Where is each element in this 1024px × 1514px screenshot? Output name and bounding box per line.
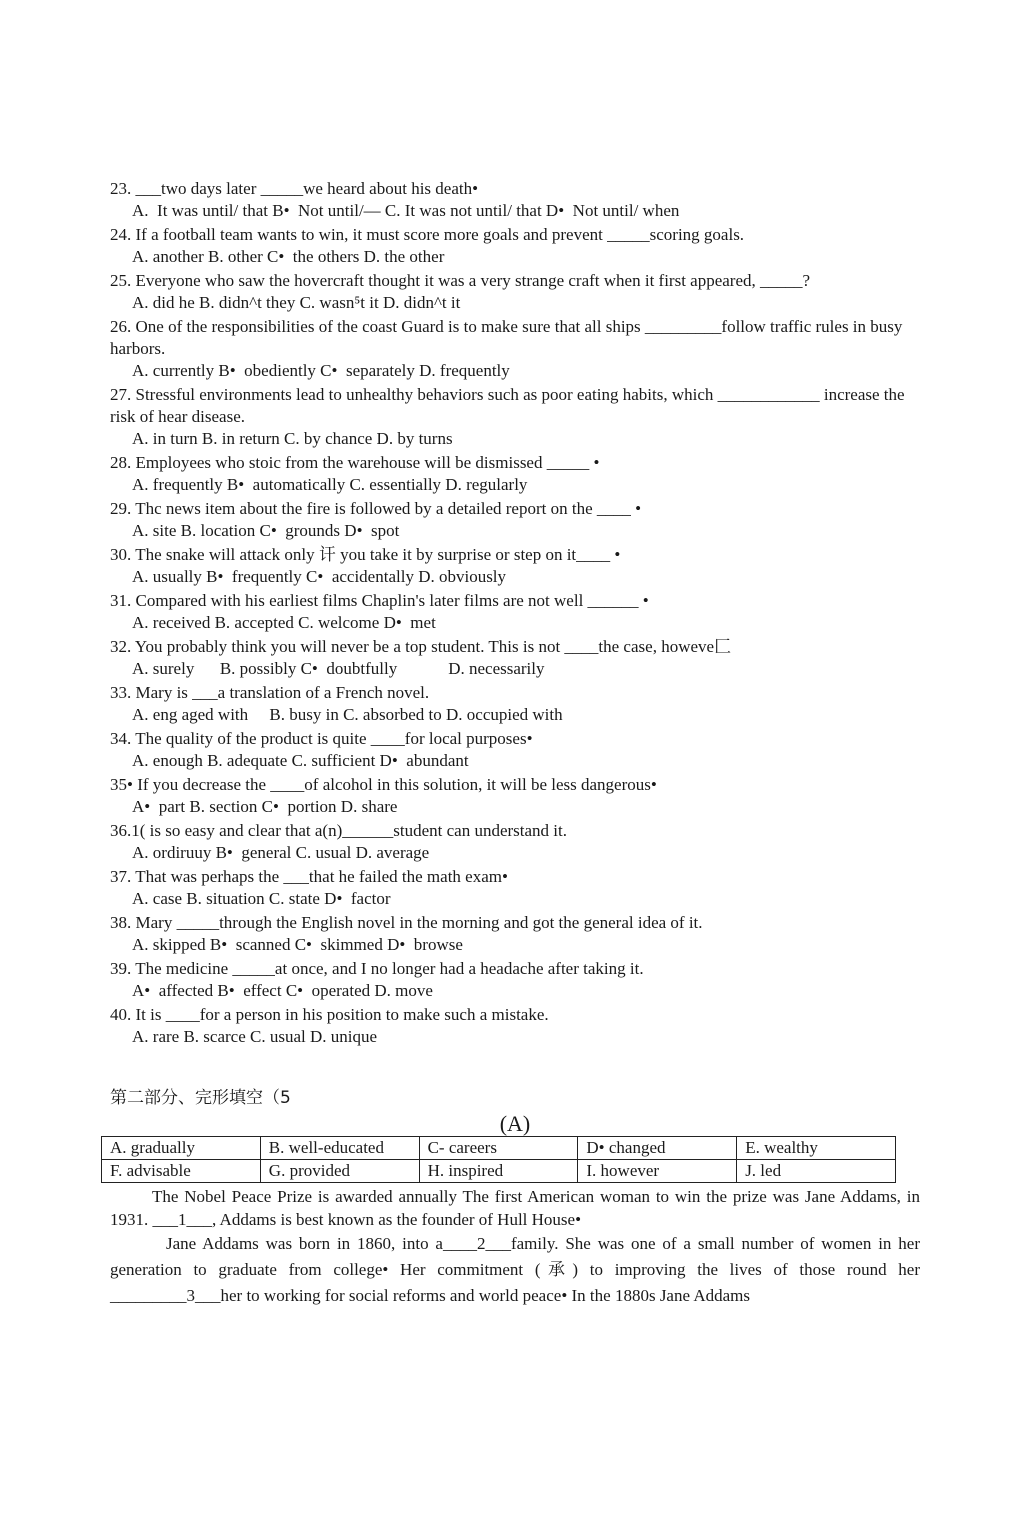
- question-options: A• affected B• effect C• operated D. move: [132, 981, 433, 1000]
- word-bank-cell: B. well-educated: [260, 1137, 419, 1160]
- word-bank-cell: A. gradually: [102, 1137, 261, 1160]
- question-options: A. ordiruuy B• general C. usual D. average: [132, 843, 430, 862]
- question-options: A• part B. section C• portion D. share: [132, 797, 398, 816]
- section-heading: 第二部分、完形填空（5: [110, 1088, 291, 1108]
- question-options: A. case B. situation C. state D• factor: [132, 889, 391, 908]
- question-item: [110, 636, 920, 680]
- question-stem: 39. The medicine _____at once, and I no longer had a headache after taking it.: [110, 959, 644, 978]
- question-item: [110, 1004, 920, 1048]
- question-item: [110, 178, 920, 222]
- question-item: [110, 498, 920, 542]
- question-stem: 26. One of the responsibilities of the coast Guard is to make sure that all ships _________follow traffic rules in busy harbors.: [110, 317, 903, 358]
- question-stem: 27. Stressful environments lead to unhealthy behaviors such as poor eating habits, which ____________ increase the risk of hear disease.: [110, 385, 905, 426]
- question-options: A. site B. location C• grounds D• spot: [132, 521, 400, 540]
- question-options: A. usually B• frequently C• accidentally D. obviously: [132, 567, 507, 586]
- word-bank-table: [101, 1136, 896, 1183]
- question-options: A. skipped B• scanned C• skimmed D• browse: [132, 935, 463, 954]
- question-options: A. frequently B• automatically C. essentially D. regularly: [132, 475, 528, 494]
- word-bank-row: [102, 1137, 896, 1160]
- question-stem: 24. If a football team wants to win, it must score more goals and prevent _____scoring goals.: [110, 225, 745, 244]
- question-options: A. surely B. possibly C• doubtfully D. necessarily: [132, 659, 545, 678]
- word-bank-cell: I. however: [578, 1160, 737, 1183]
- word-bank-cell: D• changed: [578, 1137, 737, 1160]
- word-bank-cell: H. inspired: [419, 1160, 578, 1183]
- word-bank-cell: E. wealthy: [737, 1137, 896, 1160]
- cloze-title: (A): [499, 1111, 531, 1136]
- question-item: [110, 452, 920, 496]
- question-item: [110, 590, 920, 634]
- question-options: A. did he B. didn^t they C. wasn⁵t it D. didn^t it: [132, 293, 461, 312]
- question-item: [110, 224, 920, 268]
- question-item: [110, 866, 920, 910]
- question-options: A. currently B• obediently C• separately D. frequently: [132, 361, 510, 380]
- question-stem: 37. That was perhaps the ___that he failed the math exam•: [110, 867, 508, 886]
- question-stem: 29. Thc news item about the fire is followed by a detailed report on the ____ •: [110, 499, 642, 518]
- question-stem: 31. Compared with his earliest films Chaplin's later films are not well ______ •: [110, 591, 649, 610]
- question-item: [110, 774, 920, 818]
- question-item: [110, 270, 920, 314]
- word-bank-row: [102, 1160, 896, 1183]
- passage-paragraph-2: Jane Addams was born in 1860, into a____2___family. She was one of a small number of women in her generation to graduate from college• Her commitment (承) to improving the lives of those round her _________3___her to working for social reforms and world peace• In the 1880s Jane Addams: [110, 1234, 920, 1305]
- word-bank-cell: C- careers: [419, 1137, 578, 1160]
- question-stem: 40. It is ____for a person in his position to make such a mistake.: [110, 1005, 549, 1024]
- question-stem: 35• If you decrease the ____of alcohol in this solution, it will be less dangerous•: [110, 775, 657, 794]
- question-options: A. another B. other C• the others D. the other: [132, 247, 445, 266]
- question-stem: 32. You probably think you will never be a top student. This is not ____the case, howeve匚: [110, 637, 732, 656]
- question-stem: 30. The snake will attack only 讦 you take it by surprise or step on it____ •: [110, 545, 621, 564]
- passage-paragraph-1: The Nobel Peace Prize is awarded annually The first American woman to win the prize was Jane Addams, in 1931. ___1___, Addams is best known as the founder of Hull House•: [110, 1187, 920, 1229]
- question-stem: 33. Mary is ___a translation of a French novel.: [110, 683, 430, 702]
- question-stem: 38. Mary _____through the English novel in the morning and got the general idea of it.: [110, 913, 703, 932]
- question-stem: 34. The quality of the product is quite ____for local purposes•: [110, 729, 533, 748]
- word-bank-cell: G. provided: [260, 1160, 419, 1183]
- question-stem: 25. Everyone who saw the hovercraft thought it was a very strange craft when it first appeared, _____?: [110, 271, 811, 290]
- question-item: [110, 912, 920, 956]
- question-stem: 28. Employees who stoic from the warehouse will be dismissed _____ •: [110, 453, 600, 472]
- question-item: [110, 316, 920, 382]
- question-options: A. eng aged with B. busy in C. absorbed to D. occupied with: [132, 705, 563, 724]
- question-item: [110, 384, 920, 450]
- exam-page: [110, 178, 920, 1309]
- question-options: A. It was until/ that B• Not until/— C. It was not until/ that D• Not until/ when: [132, 201, 680, 220]
- question-options: A. in turn B. in return C. by chance D. by turns: [132, 429, 453, 448]
- question-options: A. received B. accepted C. welcome D• met: [132, 613, 436, 632]
- word-bank-cell: F. advisable: [102, 1160, 261, 1183]
- question-item: [110, 820, 920, 864]
- question-item: [110, 728, 920, 772]
- question-item: [110, 958, 920, 1002]
- question-options: A. rare B. scarce C. usual D. unique: [132, 1027, 378, 1046]
- question-stem: 23. ___two days later _____we heard about his death•: [110, 179, 479, 198]
- question-list: [110, 178, 920, 1048]
- question-options: A. enough B. adequate C. sufficient D• abundant: [132, 751, 469, 770]
- question-item: [110, 544, 920, 588]
- question-item: [110, 682, 920, 726]
- question-stem: 36.1( is so easy and clear that a(n)______student can understand it.: [110, 821, 567, 840]
- word-bank-cell: J. led: [737, 1160, 896, 1183]
